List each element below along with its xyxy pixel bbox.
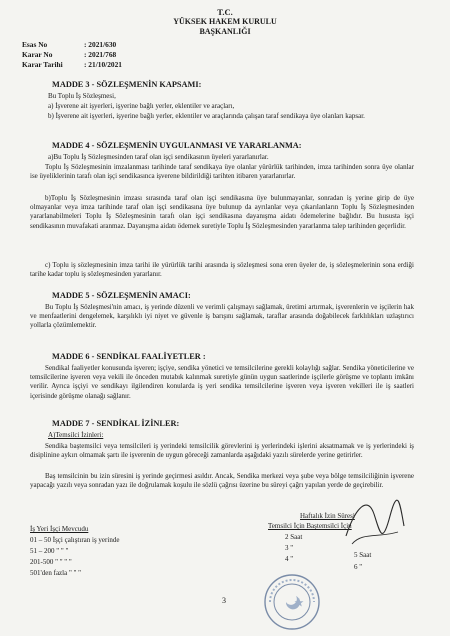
madde4-p4: c) Toplu iş sözleşmesinin imza tarihi ile yürürlük tarihi arasında iş sözleşmesi sona eren üyeler de, iş sözleşmelerinin sona erdiği tarihe kadar toplu iş sözleşmesinden yararlanır. <box>30 261 414 279</box>
table-right-header2: Temsilci İçin Baştemsilci İçin <box>268 522 352 530</box>
table-row-2-temsilci: 3 " <box>285 544 294 552</box>
madde6-title: MADDE 6 - SENDİKAL FAALİYETLER : <box>52 352 206 361</box>
madde5-title: MADDE 5 - SÖZLEŞMENİN AMACI: <box>52 291 191 300</box>
table-row-3-label: 201-500 " " " " <box>30 558 72 566</box>
table-row-4-label: 501'den fazla " " " <box>30 569 82 577</box>
madde7-p1: Sendika baştemsilci veya temsilcileri iş yerindeki temsilcilik görevlerini iş yerlerindeki işlerini aksatmamak ve iş yerlerindeki iş disiplinine aykırı olmamak şartı ile işverenin de uygun göreceği zamanlarda aşağıdaki yazılı sürelerde yerine getirirler. <box>30 442 414 460</box>
ref-tarih: Karar Tarihi : 21/10/2021 <box>22 60 122 69</box>
ref-karar: Karar No : 2021/768 <box>22 50 117 59</box>
madde7-subtitle: A)Temsilci İzinleri: <box>48 431 104 439</box>
madde3-line1: Bu Toplu İş Sözleşmesi, <box>48 92 116 100</box>
table-row-3-bastemsilci: 5 Saat <box>354 551 372 559</box>
page-number: 3 <box>222 596 226 605</box>
header-tc: T.C. <box>217 7 233 17</box>
official-seal <box>262 572 322 632</box>
madde6-p1: Sendikal faaliyetler konusunda işveren; işçiye, sendika yönetici ve temsilcilerine gerekli kolaylığı sağlar. Sendika yöneticilerine ve temsilcilerine işveren veya vekili ile önceden mutabık kalınmak suretiyle günün uygun saatlerinde işçilerle görüşme ve toplantı imkânı verilir. Ayrıca işçiyi ve sendikayı ilgilendiren konularda iş yeri sendika temsilcilerine işveren veya işveren vekilleri ile iş saatleri içerisinde görüşme olanağı sağlanır. <box>30 364 414 400</box>
table-row-1-temsilci: 2 Saat <box>285 533 303 541</box>
madde4-title: MADDE 4 - SÖZLEŞMENİN UYGULANMASI VE YARARLANMA: <box>52 141 302 150</box>
madde3-line2: a) İşverene ait işyerleri, işyerine bağlı yerler, eklentiler ve araçları, <box>48 102 235 110</box>
madde4-p2: Toplu İş Sözleşmesinin imzalanması tarihinde taraf sendikaya üye olanlar yürürlük tarihinden, imza tarihinden sonra üye olanlar ise üyeliklerinin tarafı olan işçi sendikasınca işverene bildirildiği tarihten itibaren yararlanırlar. <box>30 163 414 181</box>
table-row-3-temsilci: 4 " <box>285 555 294 563</box>
madde4-p3: b)Toplu İş Sözleşmesinin imzası sırasında taraf olan işçi sendikasına üye bulunmayanlar, sonradan iş yerine girip de üye olmayanlar veya imza tarihinde taraf olan işçi sendikasına üye bulunup da ayrılanlar veya çıkarılanların Toplu İş Sözleşmesinden yararlanabilmeleri Toplu İş Sözleşmesinin tarafı olan işçi sendikasına dayanışma aidatı ödemelerine bağlıdır. Bu hususta işçi sendikasının muvafakati aranmaz. Dayanışma aidatı ödemek suretiyle Toplu İş Sözleşmesinden yararlanma talep tarihinden geçerlidir. <box>30 194 414 230</box>
madde5-p1: Bu Toplu İş Sözleşmesi'nin amacı, iş yerinde düzenli ve verimli çalışmayı sağlamak, üretimi artırmak, işverenlerin ve işçilerin hak ve menfaatlerini dengelemek, karşılıklı iyi niyet ve güvenle iş barışını sağlamak, taraflar arasında doğabilecek farklılıkları uzlaştırıcı yollarla çözümlemektir. <box>30 303 414 330</box>
table-row-2-label: 51 – 200 " " " <box>30 547 69 555</box>
header-baskanlik: BAŞKANLIĞI <box>199 27 251 36</box>
header-kurul: YÜKSEK HAKEM KURULU <box>173 17 277 26</box>
table-left-header: İş Yeri İşçi Mevcudu <box>30 525 89 533</box>
madde7-p2: Baş temsilcinin bu izin süresini iş yerinde geçirmesi asıldır. Ancak, Sendika merkezi veya şube veya bölge temsilciliğinin işverene yapacağı yazılı veya sonradan yazı ile doğrulamak koşulu ile sözlü çağrısı üzerine bu süreyi çağrı yapılan yerde de geçirebilir. <box>30 472 414 490</box>
madde3-title: MADDE 3 - SÖZLEŞMENİN KAPSAMI: <box>52 80 202 89</box>
table-row-4-bastemsilci: 6 " <box>354 563 363 571</box>
table-right-header1: Haftalık İzin Süresi <box>300 512 355 520</box>
ref-esas: Esas No : 2021/630 <box>22 40 117 49</box>
madde4-p1: a)Bu Toplu İş Sözleşmesinden taraf olan işçi sendikasının üyeleri yararlanırlar. <box>48 153 269 161</box>
madde7-title: MADDE 7 - SENDİKAL İZİNLER: <box>52 419 180 428</box>
madde3-line3: b) İşverene ait işyerleri, işyerine bağlı yerler, eklentiler ve araçlarında çalışan taraf sendikaya üye olanları kapsar. <box>48 112 365 120</box>
table-row-1-label: 01 – 50 İşçi çalıştıran iş yerinde <box>30 536 120 544</box>
signature-mark <box>338 486 408 556</box>
